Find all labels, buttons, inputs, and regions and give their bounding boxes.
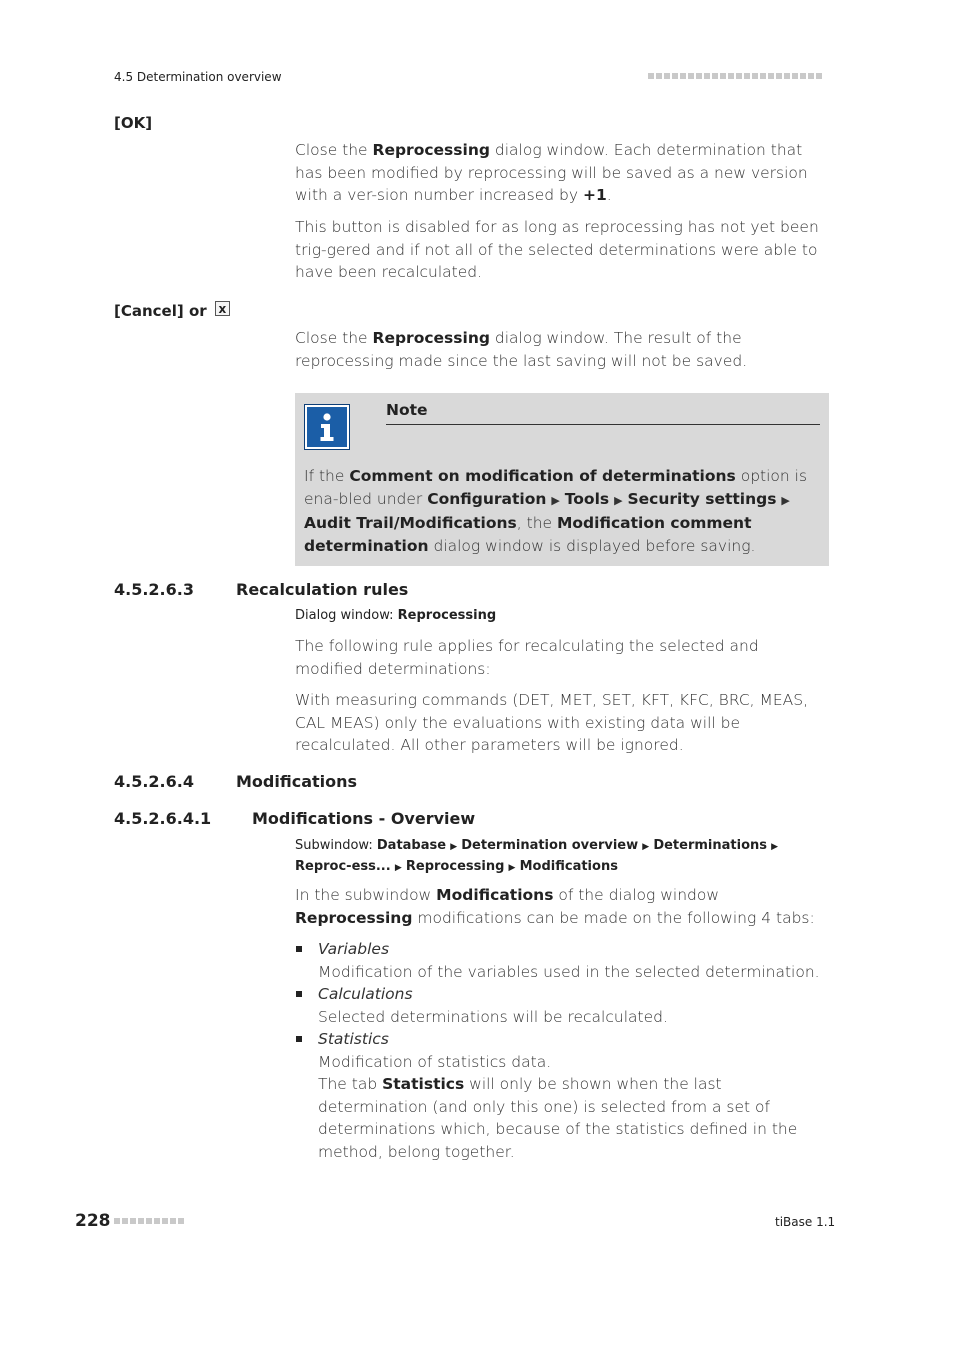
note-divider xyxy=(386,424,820,425)
cancel-paragraph: Close the Reprocessing dialog window. The result of the reprocessing made since the last saving will not be saved. xyxy=(295,329,748,370)
info-icon xyxy=(304,404,350,450)
cancel-label: [Cancel] or x xyxy=(114,301,230,320)
subwindow-path: Subwindow: Database ▶ Determination overview ▶ Determinations ▶ Reproc-ess... ▶ Reprocessing ▶ Modifications xyxy=(295,838,779,874)
recalc-paragraph-1: The following rule applies for recalculating the selected and modified determinations: xyxy=(295,637,759,678)
note-text: If the Comment on modification of determinations option is ena-bled under Configuration ▶ Tools ▶ Security settings ▶ Audit Trail/Modifications, the Modification comment determination dialog window is displayed before saving. xyxy=(304,467,808,555)
list-item-statistics: Statistics Modification of statistics data. The tab Statistics will only be shown when the last determination (and only this one) is selected from a set of determinations which, because of the statistics defined in the method, belong together. xyxy=(295,1028,835,1163)
page-number: 228 xyxy=(75,1211,111,1231)
ok-paragraph-1: Close the Reprocessing dialog window. Each determination that has been modified by reprocessing will be saved as a new version with a ver-sion number increased by +1. xyxy=(295,141,808,204)
section-title-modifications-overview: Modifications - Overview xyxy=(252,809,476,828)
modifications-intro: In the subwindow Modifications of the dialog window Reprocessing modifications can be made on the following 4 tabs: xyxy=(295,886,815,927)
close-x-icon: x xyxy=(215,301,230,316)
section-number-4526-41: 4.5.2.6.4.1 xyxy=(114,809,212,828)
running-header-section: 4.5 Determination overview xyxy=(114,70,282,84)
recalc-paragraph-2: With measuring commands (DET, MET, SET, KFT, KFC, BRC, MEAS, CAL MEAS) only the evaluations with existing data will be recalculated. All other parameters will be ignored. xyxy=(295,691,809,754)
footer-decoration xyxy=(114,1218,184,1224)
header-decoration xyxy=(648,73,822,79)
note-title: Note xyxy=(386,401,428,419)
dialog-window-line: Dialog window: Reprocessing xyxy=(295,608,497,623)
ok-paragraph-2: This button is disabled for as long as reprocessing has not yet been trig-gered and if not all of the selected determinations were able to have been recalculated. xyxy=(295,218,819,281)
section-number-4526-4: 4.5.2.6.4 xyxy=(114,772,194,791)
section-title-modifications: Modifications xyxy=(236,772,358,791)
footer-product: tiBase 1.1 xyxy=(775,1215,836,1229)
list-item-variables: Variables Modification of the variables used in the selected determination. xyxy=(295,938,835,983)
section-title-recalculation-rules: Recalculation rules xyxy=(236,580,409,599)
list-item-calculations: Calculations Selected determinations will be recalculated. xyxy=(295,983,835,1028)
section-number-4526-3: 4.5.2.6.3 xyxy=(114,580,194,599)
ok-label: [OK] xyxy=(114,114,153,132)
tabs-list xyxy=(295,938,835,1163)
